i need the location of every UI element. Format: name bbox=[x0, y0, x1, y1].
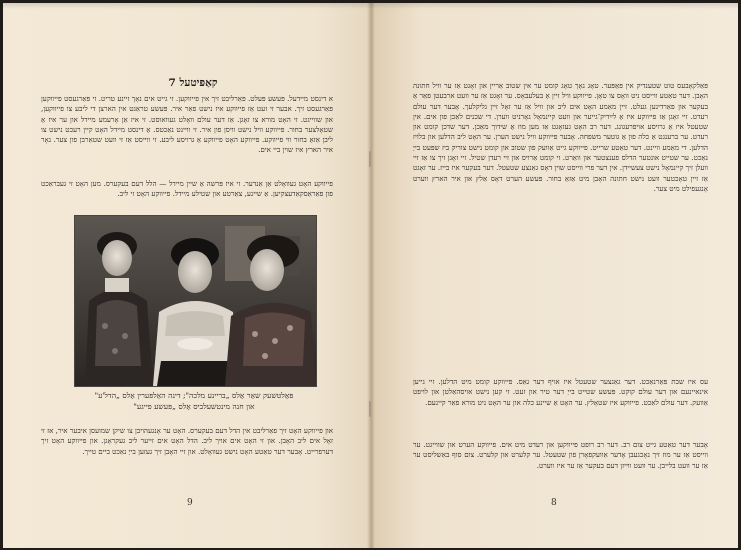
page-number-left: 9 bbox=[187, 498, 193, 508]
right-paragraph-2: עס איז שבת פּאַרנאַכט. דער גאַנצער שטעטל איז אויף דער גאַס. פייווקע קומט מיט הדלען. זיי גייען אינאיינעם און דער עולם קוקט. פּעשע שטייט בייַ דער טיר און זעט. זי קען נישט אויסהאַלטן און לויפט אַוועק. דער עולם לאַכט. פייווקע איז שטאָלץ. ער האָט אַ שיינע כלה און ער האָט ניט מורא פאַר קיינעם. bbox=[413, 377, 708, 407]
left-paragraph-3: און פייווקע האָט זיך פאַרליבט אין הדל דעם בעקערס. האָט ער אָנגעהויבן צו שיקן שמועסן איבער איר, אז זי זאָל אים ליב האָבן. און זי האָט אים אויך ליב. הדל האָט אים זייער ליב געקראָגן. און פייווקע האָט זיך דערפרייט. אָבער דער טאַטע האָט נישט געוואָלט. און זיי האָבן זיך געזען בייַ נאַכט ביים טייך. bbox=[41, 426, 333, 456]
chapter-title: קאַפּיטעל 7 bbox=[168, 77, 218, 89]
photo-caption-line-2: און חנה מינטשעלביס אַלס „פּעשע פייגע" bbox=[133, 402, 255, 411]
photo-caption-line-1: פּאַלטשעק שאַר אַלס „בריינע מלכה"; דינה האַלפּערין אַלס „הדל'ע" bbox=[94, 391, 294, 400]
left-paragraph-2: פייווקע האָט געוואָלט אַן אַנדער. זי איז פּרשה אַ שיין מיידל — הלל דעם בעקערס. מען האָט זי געבראַכט פון פאַראַסקאַדעצקיען. אַ שיינע, צאַרטע און שטילע מיידל. פייווקע האָט זי ליב. bbox=[41, 179, 333, 199]
staple-bottom bbox=[369, 401, 371, 417]
film-still-illustration bbox=[75, 216, 316, 386]
right-paragraph-1: פּאַלקאָבעס טוט שטענדיק אין פּאַפּער. טאָג נאָך טאָג קומט ער אין שטוב אַריין און זאָגט אַז ער וויל חתונה האָבן. דער טאַטע ווייסט ניט וואָס צו טאָן. פייווקע וויל זיין אַ בעלעבאָס. ער זאָגט אַז ער וועט ארבעטן פאַר אַ בעקער און פאַרדינען געלט. זיין מאַמע האָט אים ליב און וויל אַז ער זאָל זיין גליקלעך. אָבער דער עולם רעדט. זיי זאָגן אַז פייווקע איז אַ לײַדיק־גייער און וועט קיינמאָל גאָרניט ווערן. די שכנים לאַכן פון אים. אין שטעטל איז אַ גרויסע אויפרעגונג. דער רב האָט געזאָגט אַז מען מוז אַ שידוך מאַכן. דער שדכן קומט און רעדט. ער ברענגט אַ כלה פון אַ גוטער משפחה. אָבער פייווקע וויל נישט הערן. ער האָט ליב הדלען און בלויז הדלען. די מאַמע וויינט. דער טאַטע שרייט. פייווקע גייט אַוועק פון שטוב און קומט נישט צוריק ביז שפּעט בייַ נאַכט. ער שטייט אונטער הדלס פענצטער און וואַרט. זי קומט אַרויס און זיי רעדן שטיל. זיי זאָגן זיך צו אַז זיי וועלן זיך קיינמאָל נישט צעשיידן. אין דער פרי ווייסט שוין דאָס גאַנצע שטעטל. דער בעקער איז בייז. ער זאָגט אַז זיין טאָכטער וועט נישט חתונה האָבן מיט אַזאַ בחור. פּעשע הערט דאָס אַלץ און איר הארץ ווערט אָנגעפילט מיט צער. bbox=[413, 81, 708, 193]
page-number-right: 8 bbox=[551, 498, 557, 508]
left-paragraph-1: א דינסט מיידעל. פּעשע פּעלט. פּאַרליבט זיך אין פייווקען. זי גייט אים נאָך זיינע טריט. זי פּאַרגעסט פייווקען פּאַרגעסט זיך. אבער זי זעט אַז פייווקע איז נישט פאַר איר. פּעשע טראַגט אין הארצן די ליבע צו פייווקען, און שווייגט. זי האָט מורא צו זאָגן. אַז דער עולם וואָלט געוואוסט. זי איז אַן אָרעמע מיידל און ער איז אַ שטאָלצער בחור. פייווקע וויל נישט וויסן פון איר. זי וויינט נאַכטס. אַ דינסט מיידל האָט קיין רעכט נישט צו ליבן אַזאַ בחור ווי פייווקע. פייווקע האָט פייווקע אַ גרויסע ליבע. זי ווייסט אַז זי וועט שטאַרבן פון צער. נאָר איר הארץ איז שוין ביי אים. bbox=[41, 94, 333, 155]
book-spread bbox=[3, 3, 738, 548]
film-still-photo bbox=[74, 215, 317, 387]
page-edge-shadow bbox=[3, 3, 738, 9]
book-gutter bbox=[367, 3, 375, 548]
staple-top bbox=[369, 151, 371, 167]
right-paragraph-3: אָבער דער טאַטע גייט צום רב. דער רב רופט פייווקען און רעדט מיט אים. פייווקע הערט און שווייגט. ער ווייסט אַז ער מוז זיך נאָכגעבן אָדער אַוועקפאָרן פון שטעטל. ער קלערט און קלערט. צום סוף באַשליסט ער אַז ער וועט בלייבן. ער וועט ווייזן דעם בעקער אַז ער איז ווערט. bbox=[413, 440, 708, 470]
